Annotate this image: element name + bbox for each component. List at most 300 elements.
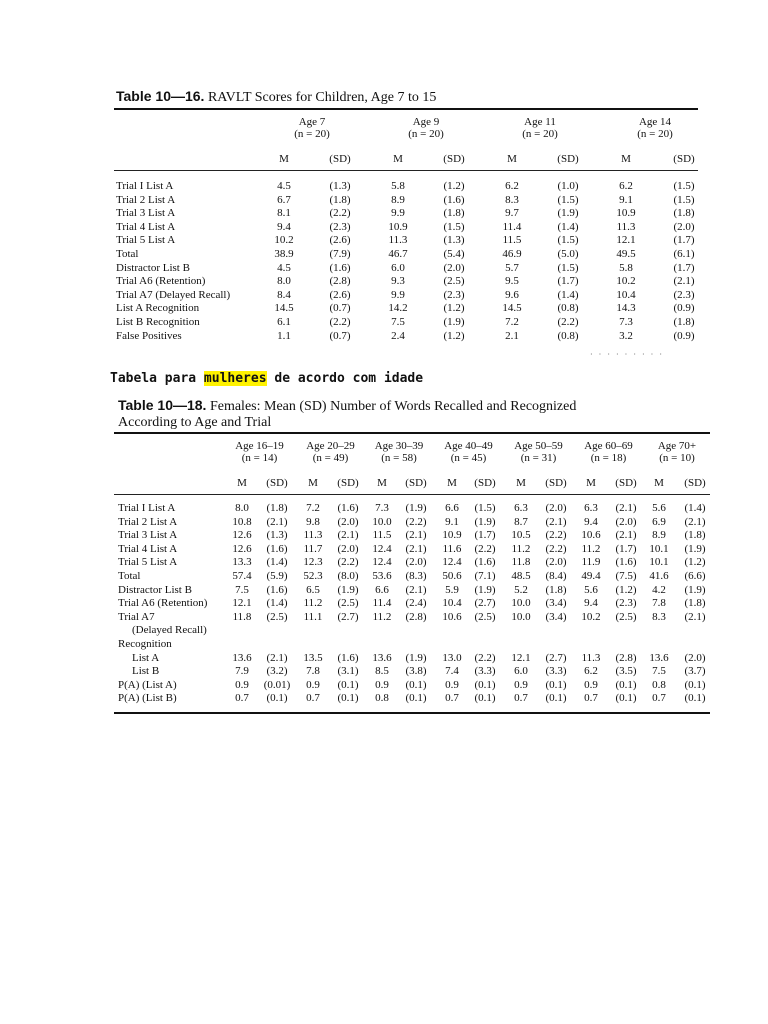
table1-cell: 8.0: [277, 275, 291, 288]
group-age-label: Age 14: [638, 116, 672, 128]
table2-col-sd: (SD): [266, 477, 288, 489]
table2-cell: (0.1): [684, 678, 706, 691]
table1-row-label: Total: [116, 248, 139, 260]
table2-cell: (0.1): [615, 692, 637, 705]
group-n-label: (n = 20): [522, 128, 558, 140]
table1-cell: 1.1: [277, 329, 291, 342]
table2-cell: 11.8: [232, 610, 252, 623]
group-age-label: Age 60–69: [584, 440, 633, 452]
table1-cell: (1.8): [329, 193, 351, 206]
table2-cell: (1.6): [337, 502, 359, 514]
table2-cell: (1.3): [266, 529, 288, 542]
table1-cell: (7.9): [329, 248, 351, 260]
table2-cell: 5.2: [514, 583, 528, 596]
table1-cell: 10.2: [274, 234, 294, 247]
table2-cell: (1.4): [684, 502, 706, 514]
table1-cell: 38.9: [274, 248, 294, 260]
table1-cell: 8.9: [391, 193, 405, 206]
table1-cell: 11.3: [388, 234, 408, 247]
table2-cell: (2.2): [474, 542, 496, 555]
table2-cell: (2.5): [266, 610, 288, 623]
table1-cell: 6.7: [277, 193, 291, 206]
table2-row-label: List A: [132, 651, 160, 664]
table2-cell: (2.5): [337, 597, 359, 610]
table2-cell: (1.9): [684, 583, 706, 596]
table1-cell: 9.3: [391, 275, 405, 288]
table2-cell: (2.7): [337, 610, 359, 623]
group-n-label: (n = 10): [659, 452, 695, 464]
table2-cell: (2.0): [615, 515, 637, 528]
table2-title-text-line2: According to Age and Trial: [118, 415, 272, 430]
table2-col-sd: (SD): [615, 477, 637, 489]
table2-cell: 9.1: [445, 515, 459, 528]
table1-header-rule: [114, 170, 698, 171]
table2-cell: (2.2): [337, 556, 359, 569]
table2-cell: (2.2): [405, 515, 427, 528]
table1-cell: 5.8: [619, 261, 633, 274]
table2-cell: (2.1): [684, 515, 706, 528]
table2-cell: 11.8: [511, 556, 531, 569]
table2-cell: 0.9: [306, 678, 320, 691]
table2-row-label: Trial I List A: [118, 502, 176, 514]
table1-cell: 9.9: [391, 207, 405, 220]
table2-cell: (1.9): [405, 502, 427, 514]
table2-cell: 41.6: [649, 570, 669, 582]
table1-cell: (1.4): [557, 220, 579, 233]
table1-cell: (5.4): [443, 248, 465, 260]
table2-cell: 11.3: [303, 529, 323, 542]
table2-cell: 0.7: [584, 692, 598, 705]
table2-cell: 0.7: [235, 692, 249, 705]
table1-cell: 10.4: [616, 288, 636, 301]
table2-cell: 0.8: [375, 692, 389, 705]
table1-cell: (5.0): [557, 248, 579, 260]
table1-row-label: Trial A6 (Retention): [116, 275, 206, 288]
table1-cell: (1.0): [557, 180, 579, 192]
table2-group-header: [375, 440, 424, 464]
table1-cell: 6.2: [505, 180, 519, 192]
table1-cell: (2.8): [329, 275, 351, 288]
table1-col-m: M: [279, 153, 289, 165]
table1-cell: (1.5): [557, 234, 579, 247]
table2-cell: (7.1): [474, 570, 496, 582]
table2-cell: (8.3): [405, 570, 427, 582]
table1-cell: (1.5): [673, 193, 695, 206]
table2-row-label: Distractor List B: [118, 583, 192, 596]
table2-cell: (2.1): [266, 515, 288, 528]
table1-cell: 10.9: [616, 207, 636, 220]
table1-cell: 2.1: [505, 329, 519, 342]
table2-cell: 10.6: [442, 610, 462, 623]
table1-title-number: Table 10—16.: [116, 88, 205, 104]
table1-cell: (0.8): [557, 302, 579, 315]
table1-cell: 14.5: [274, 302, 294, 315]
table2-col-m: M: [237, 477, 247, 489]
table2-cell: (0.1): [405, 692, 427, 705]
table2-cell: 5.6: [652, 502, 666, 514]
table2-group-header: [306, 440, 355, 464]
table1-cell: (1.5): [673, 180, 695, 192]
table1-row-label: False Positives: [116, 329, 182, 342]
table2-col-m: M: [308, 477, 318, 489]
table2-cell: (1.8): [545, 583, 567, 596]
table2-cell: (1.9): [474, 583, 496, 596]
table2-cell: (2.1): [266, 651, 288, 664]
table1-cell: 46.9: [502, 248, 522, 260]
table2-cell: 8.0: [235, 502, 249, 514]
table2-cell: 48.5: [511, 570, 531, 582]
table1-cell: (0.8): [557, 329, 579, 342]
table1-cell: (0.9): [673, 302, 695, 315]
group-age-label: Age 70+: [657, 440, 697, 452]
table1-cell: (1.8): [443, 207, 465, 220]
table2-title-line1: [118, 397, 576, 415]
table1-row-label: Trial 4 List A: [116, 220, 176, 233]
table2-col-m: M: [586, 477, 596, 489]
table1-row-label: Trial 5 List A: [116, 234, 176, 247]
table1-cell: 9.6: [505, 288, 519, 301]
table1-cell: 10.9: [388, 220, 408, 233]
table2-title-number: Table 10—18.: [118, 397, 207, 413]
table1-col-sd: (SD): [443, 153, 465, 165]
table1-cell: (2.6): [329, 288, 351, 301]
table1-cell: (1.6): [329, 261, 351, 274]
table2-cell: (2.1): [405, 542, 427, 555]
table1-col-m: M: [507, 153, 517, 165]
table2-row-label: Trial 4 List A: [118, 542, 178, 555]
table1-cell: (1.9): [557, 207, 579, 220]
table2-cell: 0.7: [445, 692, 459, 705]
table1-cell: (1.6): [443, 193, 465, 206]
table2-cell: 12.6: [232, 542, 252, 555]
table2-cell: (2.0): [545, 502, 567, 514]
table2-cell: 10.5: [511, 529, 531, 542]
table2-cell: (1.6): [474, 556, 496, 569]
table1-cell: (6.1): [673, 248, 695, 260]
table1-cell: (2.3): [443, 288, 465, 301]
table1-cell: 9.9: [391, 288, 405, 301]
table2-cell: (2.2): [474, 651, 496, 664]
table2-group-header: [235, 440, 284, 464]
table2-col-m: M: [377, 477, 387, 489]
table1-cell: (1.5): [557, 193, 579, 206]
table2-cell: (2.8): [405, 610, 427, 623]
table2-cell: (0.1): [474, 678, 496, 691]
table1-cell: (1.7): [673, 234, 695, 247]
group-age-label: Age 20–29: [306, 440, 355, 452]
table1-cell: 12.1: [616, 234, 636, 247]
table2-cell: (1.9): [474, 515, 496, 528]
table2-cell: 12.1: [511, 651, 531, 664]
table2-cell: (2.0): [684, 651, 706, 664]
table2-title-text-line1: Females: Mean (SD) Number of Words Recalled and Recognized: [209, 399, 577, 414]
table1-cell: (2.2): [557, 316, 579, 328]
table1-cell: (0.7): [329, 329, 351, 342]
table2-cell: 10.9: [442, 529, 462, 542]
table2-cell: 9.8: [306, 515, 320, 528]
table2-cell: (2.2): [545, 529, 567, 542]
table2-header-rule: [114, 494, 710, 495]
caption-before: Tabela para: [110, 371, 204, 386]
table2-cell: (3.1): [337, 665, 359, 678]
table2-cell: 13.6: [232, 651, 252, 664]
table2-cell: 6.0: [514, 665, 528, 678]
table2-col-sd: (SD): [545, 477, 567, 489]
table1-cell: 11.3: [616, 220, 636, 233]
table2-cell: 8.9: [652, 529, 666, 542]
table1-cell: (2.1): [673, 275, 695, 288]
table2-cell: (3.5): [615, 665, 637, 678]
table2-cell: (3.8): [405, 665, 427, 678]
table2-cell: (1.4): [266, 597, 288, 610]
table2-cell: (2.5): [474, 610, 496, 623]
table1-cell: 9.7: [505, 207, 519, 220]
table2-group-header: [444, 440, 493, 464]
table2-cell: 8.7: [514, 515, 528, 528]
table2-col-sd: (SD): [474, 477, 496, 489]
table2-col-sd: (SD): [684, 477, 706, 489]
group-n-label: (n = 20): [637, 128, 673, 140]
table2-cell: (1.9): [684, 542, 706, 555]
table2-cell: 10.0: [511, 610, 531, 623]
table1-cell: 4.5: [277, 261, 291, 274]
group-age-label: Age 50–59: [514, 440, 563, 452]
group-n-label: (n = 14): [241, 452, 278, 464]
table2-cell: 53.6: [372, 570, 392, 582]
table2-cell: 4.2: [652, 583, 666, 596]
table2-cell: (1.6): [615, 556, 637, 569]
table2-group-header: [658, 440, 696, 464]
table2-cell: 11.5: [372, 529, 392, 542]
table1-col-m: M: [393, 153, 403, 165]
table2-cell: 10.0: [372, 515, 392, 528]
table1-col-sd: (SD): [329, 153, 351, 165]
table1-cell: 6.2: [619, 180, 633, 192]
table1-row-label: List B Recognition: [116, 316, 200, 328]
table1-cell: 14.2: [388, 302, 408, 315]
table2-cell: 11.1: [303, 610, 323, 623]
table2-cell: 6.6: [445, 502, 459, 514]
table1-col-sd: (SD): [673, 153, 695, 165]
table2-cell: 13.5: [303, 651, 323, 664]
caption-portuguese: [110, 371, 423, 386]
table2-cell: (2.1): [615, 529, 637, 542]
table1-cell: (1.8): [673, 207, 695, 220]
table2-cell: 7.2: [306, 502, 320, 514]
table2-cell: (1.7): [615, 542, 637, 555]
table2-cell: 12.3: [303, 556, 323, 569]
table2-cell: 0.9: [584, 678, 598, 691]
table2-cell: (0.1): [337, 692, 359, 705]
table1-cell: 6.0: [391, 261, 405, 274]
table2-cell: (2.0): [337, 542, 359, 555]
table2-col-sd: (SD): [337, 477, 359, 489]
table2-cell: (2.1): [615, 502, 637, 514]
table1-cell: (2.2): [329, 207, 351, 220]
table1-cell: (1.2): [443, 329, 465, 342]
table1-cell: 14.5: [502, 302, 522, 315]
table2-cell: 6.5: [306, 583, 320, 596]
table1-cell: 49.5: [616, 248, 636, 260]
table2-cell: 10.4: [442, 597, 462, 610]
table1-cell: (2.0): [673, 220, 695, 233]
table1-cell: 10.2: [616, 275, 636, 288]
table2-cell: (7.5): [615, 570, 637, 582]
table1-cell: (2.5): [443, 275, 465, 288]
table1-cell: (2.3): [329, 220, 351, 233]
table2-cell: 12.1: [232, 597, 252, 610]
table2-cell: (2.0): [405, 556, 427, 569]
table2-cell: 7.9: [235, 665, 249, 678]
group-n-label: (n = 31): [520, 452, 557, 464]
group-age-label: Age 40–49: [444, 440, 493, 452]
table2-cell: (1.5): [474, 502, 496, 514]
table2-cell: 7.5: [652, 665, 666, 678]
table2-row-label: Recognition: [118, 638, 172, 650]
table2-cell: 11.2: [303, 597, 323, 610]
table2-cell: 0.8: [652, 678, 666, 691]
table1-cell: 5.7: [505, 261, 519, 274]
group-n-label: (n = 20): [408, 128, 444, 140]
table2-cell: (0.1): [684, 692, 706, 705]
table2-cell: 11.2: [511, 542, 531, 555]
table2-cell: 52.3: [303, 570, 323, 582]
table2-cell: (3.3): [545, 665, 567, 678]
table1-row-label: Trial A7 (Delayed Recall): [116, 288, 231, 301]
table1-title-text: RAVLT Scores for Children, Age 7 to 15: [207, 90, 437, 105]
table1-cell: (0.7): [329, 302, 351, 315]
table2-cell: 12.4: [372, 542, 392, 555]
table1-cell: (2.2): [329, 316, 351, 328]
table1-cell: (1.3): [329, 180, 351, 192]
table2-cell: 8.3: [652, 610, 666, 623]
table2-cell: 10.1: [649, 542, 669, 555]
table1-group-header: [637, 116, 673, 140]
caption-after: de acordo com idade: [266, 371, 424, 386]
table1-cell: (1.7): [673, 261, 695, 274]
table1-cell: (1.2): [443, 302, 465, 315]
table2-cell: 13.6: [372, 651, 392, 664]
table2-cell: 11.3: [581, 651, 601, 664]
table1-row-label: List A Recognition: [116, 302, 200, 315]
table2-cell: (0.1): [405, 678, 427, 691]
table1-cell: (2.0): [443, 261, 465, 274]
table2-cell: 10.2: [581, 610, 601, 623]
group-n-label: (n = 58): [381, 452, 417, 464]
table2-cell: (1.8): [684, 529, 706, 542]
group-n-label: (n = 49): [312, 452, 349, 464]
table2-cell: 11.2: [581, 542, 601, 555]
table2-cell: 10.0: [511, 597, 531, 610]
table2-cell: 7.8: [306, 665, 320, 678]
group-age-label: Age 30–39: [374, 440, 424, 452]
table1-cell: 14.3: [616, 302, 636, 315]
table2-cell: (2.5): [615, 610, 637, 623]
table1-row-label: Trial 2 List A: [116, 193, 176, 206]
table1-group-header: [408, 116, 444, 140]
table2-cell: (1.9): [337, 583, 359, 596]
caption-highlight: mulheres: [203, 371, 267, 386]
table2-cell: 7.5: [235, 583, 249, 596]
table1-cell: (1.2): [443, 180, 465, 192]
table1-cell: 7.5: [391, 316, 405, 328]
table2-cell: (3.3): [474, 665, 496, 678]
group-age-label: Age 7: [298, 116, 326, 128]
table2-cell: 8.5: [375, 665, 389, 678]
table2-cell: 6.6: [375, 583, 389, 596]
table2-cell: (1.6): [337, 651, 359, 664]
table2-cell: 0.9: [514, 678, 528, 691]
table2-cell: 6.9: [652, 515, 666, 528]
table2-cell: (2.1): [337, 529, 359, 542]
table2-cell: 0.9: [375, 678, 389, 691]
table2-cell: (0.01): [263, 678, 291, 691]
table2-row-label: Trial 3 List A: [118, 529, 178, 542]
table2-title: [118, 397, 576, 431]
table1-cell: 11.5: [502, 234, 522, 247]
table1-cell: (1.7): [557, 275, 579, 288]
table1-col-m: M: [621, 153, 631, 165]
table2-cell: (1.9): [405, 651, 427, 664]
table1-group-header: [522, 116, 558, 140]
table2-cell: 13.0: [442, 651, 462, 664]
group-age-label: Age 16–19: [235, 440, 284, 452]
table2-cell: (1.4): [266, 556, 288, 569]
table2-cell: (2.8): [615, 651, 637, 664]
table2-col-sd: (SD): [405, 477, 427, 489]
table2-cell: 7.3: [375, 502, 389, 514]
table2-cell: 10.1: [649, 556, 669, 569]
table1-cell: 9.1: [619, 193, 633, 206]
table2-cell: 0.7: [306, 692, 320, 705]
table2-cell: (3.4): [545, 610, 567, 623]
table2-cell: 50.6: [442, 570, 462, 582]
table2-cell: 10.6: [581, 529, 601, 542]
table1-cell: 5.8: [391, 180, 405, 192]
table2-row-label: Trial 2 List A: [118, 515, 178, 528]
table2-cell: (8.4): [545, 570, 567, 582]
table2-cell: 12.6: [232, 529, 252, 542]
table2-cell: (2.0): [545, 556, 567, 569]
table2-cell: 13.6: [649, 651, 669, 664]
table2-cell: (1.6): [266, 583, 288, 596]
table2-row-label: P(A) (List B): [118, 692, 177, 705]
scan-artifact: · · · · · · · · ·: [590, 350, 664, 359]
table1-cell: 11.4: [502, 220, 522, 233]
table2-cell: 13.3: [232, 556, 252, 569]
table1-cell: 6.1: [277, 316, 291, 328]
table2-cell: 11.6: [442, 542, 462, 555]
table1-cell: (1.9): [443, 316, 465, 328]
group-n-label: (n = 18): [590, 452, 627, 464]
table2-cell: (0.1): [545, 692, 567, 705]
table1-col-sd: (SD): [557, 153, 579, 165]
table2-cell: (0.1): [615, 678, 637, 691]
table2-cell: 7.4: [445, 665, 459, 678]
table1-cell: 8.1: [277, 207, 291, 220]
table2-col-m: M: [516, 477, 526, 489]
table2-col-m: M: [654, 477, 664, 489]
table2-cell: (0.1): [266, 692, 288, 705]
table2-cell: (2.1): [545, 515, 567, 528]
table1-row-label: Trial I List A: [116, 180, 174, 192]
table1-cell: 9.4: [277, 220, 291, 233]
table2-cell: (1.7): [474, 529, 496, 542]
table2-row-label: Total: [118, 570, 141, 582]
table2-cell: 0.7: [652, 692, 666, 705]
table2-cell: (6.6): [684, 570, 706, 582]
table2-cell: 11.7: [303, 542, 323, 555]
